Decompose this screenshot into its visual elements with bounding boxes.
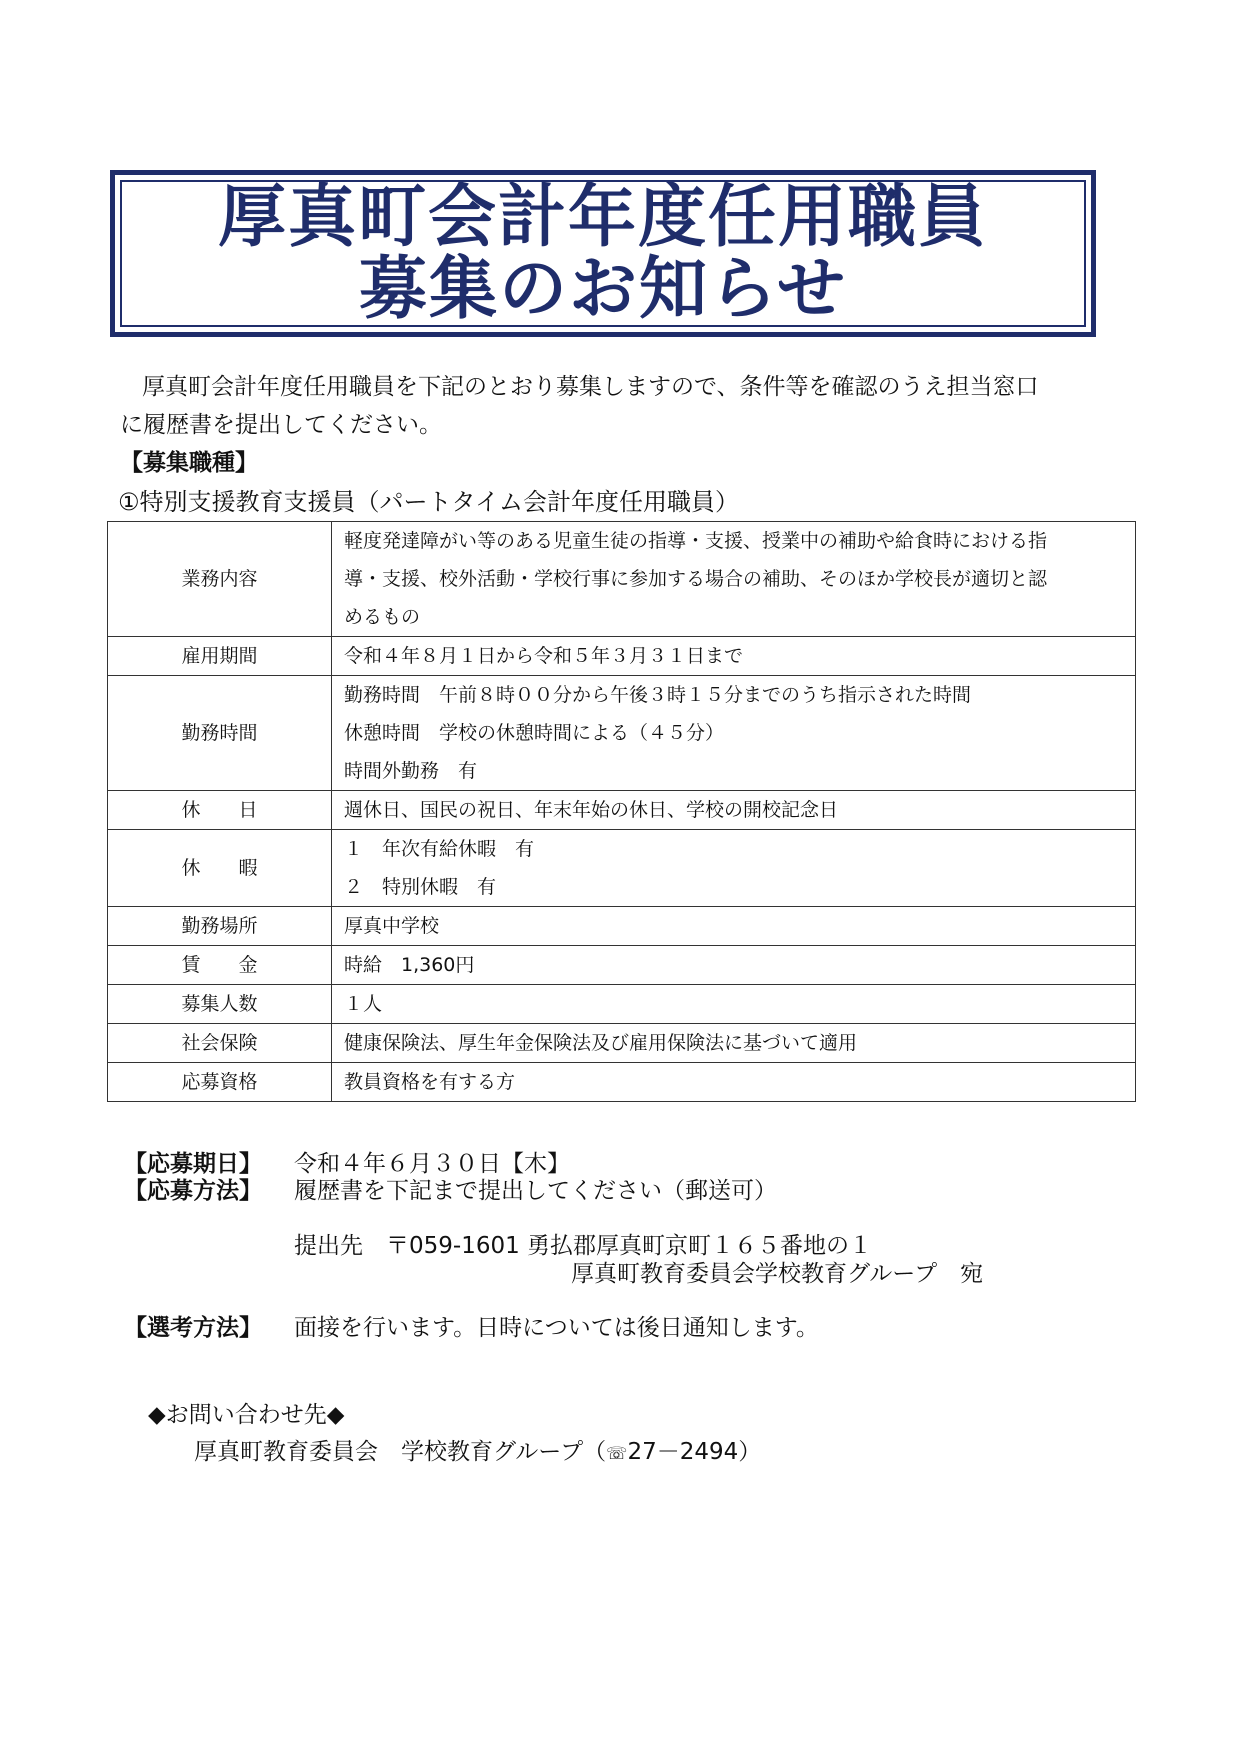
table-row — [108, 1063, 1136, 1102]
job-details-table — [107, 521, 1136, 1102]
row-label: 業務内容 — [108, 522, 332, 637]
contact-org: 厚真町教育委員会 学校教育グループ（ — [194, 1439, 607, 1465]
row-value-line: 健康保険法、厚生年金保険法及び雇用保険法に基づいて適用 — [344, 1032, 858, 1054]
row-value — [332, 907, 1136, 946]
section-label-job-type: 【募集職種】 — [120, 450, 258, 476]
selection-label: 【選考方法】 — [124, 1315, 262, 1341]
method-label: 【応募方法】 — [124, 1178, 262, 1204]
contact-line — [194, 1433, 761, 1466]
row-value — [332, 791, 1136, 830]
row-value — [332, 1063, 1136, 1102]
phone-icon: ☏ — [606, 1444, 628, 1464]
row-value — [332, 985, 1136, 1024]
row-value — [332, 676, 1136, 791]
row-value-line: 導・支援、校外活動・学校行事に参加する場合の補助、そのほか学校長が適切と認 — [344, 568, 1048, 590]
method-row — [124, 1177, 777, 1205]
intro-line-1: 厚真町会計年度任用職員を下記のとおり募集しますので、条件等を確認のうえ担当窓口 — [142, 374, 1039, 400]
row-label: 応募資格 — [108, 1063, 332, 1102]
row-value-line: 週休日、国民の祝日、年末年始の休日、学校の開校記念日 — [344, 799, 839, 821]
table-row — [108, 985, 1136, 1024]
job-title: ①特別支援教育支援員（パートタイム会計年度任用職員） — [118, 488, 740, 516]
row-label: 勤務時間 — [108, 676, 332, 791]
row-value-line: 令和４年８月１日から令和５年３月３１日まで — [344, 645, 744, 667]
row-value-line: 厚真中学校 — [344, 915, 440, 937]
table-row — [108, 791, 1136, 830]
row-value-line: 教員資格を有する方 — [344, 1071, 516, 1093]
deadline-row — [124, 1150, 570, 1178]
row-value-line: 勤務時間 午前８時００分から午後３時１５分までのうち指示された時間 — [344, 684, 972, 706]
intro-line-2: に履歴書を提出してください。 — [120, 412, 442, 438]
row-label: 休 暇 — [108, 830, 332, 907]
selection-value: 面接を行います。日時については後日通知します。 — [294, 1315, 819, 1341]
row-value-line: 軽度発達障がい等のある児童生徒の指導・支援、授業中の補助や給食時における指 — [344, 530, 1048, 552]
row-label: 雇用期間 — [108, 637, 332, 676]
row-value-line: 時間外勤務 有 — [344, 760, 478, 782]
row-value-line: 時給 1,360円 — [344, 954, 475, 976]
row-value — [332, 637, 1136, 676]
row-value — [332, 522, 1136, 637]
row-value — [332, 830, 1136, 907]
page-title-line-2: 募集のお知らせ — [359, 249, 847, 329]
intro-paragraph — [120, 368, 1130, 444]
row-label: 社会保険 — [108, 1024, 332, 1063]
table-row — [108, 637, 1136, 676]
title-box — [110, 170, 1096, 337]
page-title-line-1: 厚真町会計年度任用職員 — [217, 177, 988, 257]
submit-address-line-2: 厚真町教育委員会学校教育グループ 宛 — [571, 1261, 984, 1287]
table-row — [108, 830, 1136, 907]
row-label: 賃 金 — [108, 946, 332, 985]
row-value-line: ２ 特別休暇 有 — [344, 876, 497, 898]
deadline-value: 令和４年６月３０日【木】 — [294, 1151, 570, 1177]
method-value: 履歴書を下記まで提出してください（郵送可） — [294, 1178, 777, 1204]
row-label: 勤務場所 — [108, 907, 332, 946]
row-value-line: １ 年次有給休暇 有 — [344, 838, 535, 860]
table-row — [108, 522, 1136, 637]
submit-address-line-1: 提出先 〒059-1601 勇払郡厚真町京町１６５番地の１ — [294, 1233, 873, 1259]
row-label: 募集人数 — [108, 985, 332, 1024]
title-inner-frame — [120, 177, 1086, 329]
row-value — [332, 1024, 1136, 1063]
row-label: 休 日 — [108, 791, 332, 830]
table-row — [108, 676, 1136, 791]
selection-row — [124, 1314, 819, 1342]
contact-heading: ◆お問い合わせ先◆ — [148, 1402, 345, 1428]
table-row — [108, 907, 1136, 946]
table-row — [108, 1024, 1136, 1063]
row-value-line: 休憩時間 学校の休憩時間による（４５分） — [344, 722, 725, 744]
deadline-label: 【応募期日】 — [124, 1151, 262, 1177]
row-value-line: めるもの — [344, 606, 421, 628]
table-row — [108, 946, 1136, 985]
row-value-line: １人 — [344, 993, 383, 1015]
row-value — [332, 946, 1136, 985]
contact-phone: 27－2494） — [627, 1439, 762, 1465]
